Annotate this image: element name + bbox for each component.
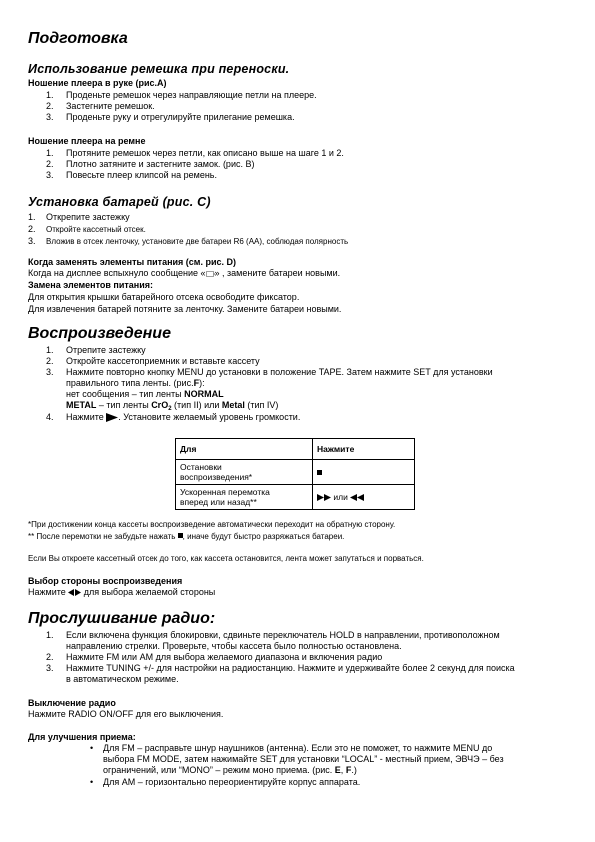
heading-strap: Использование ремешка при переноски. [28, 62, 290, 76]
list-item-continued: направлению стрелки. Проверьте, чтобы кассета было полностью остановлена. [66, 641, 402, 651]
list-number: 3. [46, 663, 54, 673]
list-item: Нажмите повторно кнопку MENU до установки в положение TAPE. Затем нажмите SET для установки [66, 367, 493, 377]
list-item: Повесьте плеер клипсой на ремень. [66, 170, 217, 180]
list-item: Вложив в отсек ленточку, установите две батареи R6 (AA), соблюдая полярность [46, 237, 349, 246]
stop-icon [317, 470, 322, 475]
list-number: 2. [46, 356, 54, 366]
list-item: Отрепите застежку [66, 345, 146, 355]
bullet-item-continued: ограничений, или “MONO” – режим моно приема. (рис. E, F.) [103, 765, 357, 775]
list-item: Если включена функция блокировки, сдвиньте переключатель HOLD в направлении, противоположном [66, 630, 500, 640]
list-item: Протяните ремешок через петли, как описано выше на шаге 1 и 2. [66, 148, 344, 158]
list-number: 2. [28, 224, 36, 234]
table-row [176, 460, 415, 485]
list-item: Нажмите TUNING +/- для настройки на радиостанцию. Нажмите и удерживайте более 2 секунд для поиска [66, 663, 515, 673]
warning-text: Если Вы откроете кассетный отсек до того, как кассета остановится, лента может запутаться и порваться. [28, 554, 424, 563]
list-number: 2. [46, 101, 54, 111]
footnote: *При достижении конца кассеты воспроизведение автоматически переходит на обратную сторону. [28, 520, 396, 529]
list-number: 3. [46, 367, 54, 377]
list-item: Нажмите FM или AM для выбора желаемого диапазона и включения радио [66, 652, 383, 662]
list-number: 1. [46, 148, 54, 158]
list-number: 2. [46, 159, 54, 169]
subheading-radio-off: Выключение радио [28, 698, 116, 708]
heading-preparation: Подготовка [28, 30, 128, 47]
table-header-cell: Нажмите [313, 439, 415, 460]
heading-radio: Прослушивание радио: [28, 610, 216, 627]
list-item-continued: правильного типа ленты. (рис.F): [66, 378, 205, 388]
rewind-icon [350, 494, 364, 501]
table-header-cell: Для [176, 439, 313, 460]
list-item: Плотно затяните и застегните замок. (рис. B) [66, 159, 255, 169]
bullet-item: Для АМ – горизонтально переориентируйте корпус аппарата. [103, 777, 361, 787]
table-cell: Ускоренная перемотка вперед или назад** [176, 485, 313, 510]
list-number: 4. [46, 412, 54, 422]
bullet-dot: • [90, 777, 94, 787]
battery-low-text: Когда на дисплее вспыхнуло сообщение « » , замените батареи новыми. [28, 268, 341, 278]
table-cell [313, 460, 415, 485]
side-select-icon [68, 589, 81, 596]
subheading-side: Выбор стороны воспроизведения [28, 576, 183, 586]
list-number: 2. [46, 652, 54, 662]
list-item: Открепите застежку [46, 212, 130, 222]
list-number: 3. [28, 236, 36, 246]
footnote: ** После перемотки не забудьте нажать , иначе будут быстро разряжаться батареи. [28, 532, 345, 541]
paragraph-line: Для открытия крышки батарейного отсека освободите фиксатор. [28, 292, 300, 302]
table-header-row [176, 439, 415, 460]
heading-playback: Воспроизведение [28, 325, 171, 342]
subheading-hand: Ношение плеера в руке (рис.A) [28, 78, 167, 88]
subheading-replace: Замена элементов питания: [28, 280, 153, 290]
paragraph-line: Для извлечения батарей потяните за ленточку. Замените батареи новыми. [28, 304, 342, 314]
list-item-continued: нет сообщения – тип ленты NORMAL [66, 389, 224, 399]
list-item: Проденьте ремешок через направляющие петли на плеере. [66, 90, 317, 100]
bullet-item-continued: выбора FM MODE, затем нажимайте SET для установки “LOCAL” - местный прием, ЭВЧЭ – без [103, 754, 504, 764]
table-row [176, 485, 415, 510]
bullet-item: Для FM – расправьте шнур наушников (антенна). Если это не поможет, то нажмите MENU до [103, 743, 493, 753]
list-number: 1. [28, 212, 36, 222]
battery-low-icon [206, 271, 215, 277]
list-item: Застегните ремешок. [66, 101, 155, 111]
list-number: 1. [46, 345, 54, 355]
list-item-continued: METAL – тип ленты CrO$_2$ (тип II) или Metal (тип IV) [66, 400, 279, 412]
heading-battery: Установка батарей (рис. C) [28, 195, 211, 209]
list-item-continued: в автоматическом режиме. [66, 674, 179, 684]
bullet-dot: • [90, 743, 94, 753]
fast-forward-icon [317, 494, 331, 501]
list-number: 3. [46, 170, 54, 180]
list-number: 3. [46, 112, 54, 122]
list-number: 1. [46, 630, 54, 640]
list-item: Нажмите . Установите желаемый уровень громкости. [66, 412, 301, 422]
list-item: Проденьте руку и отрегулируйте прилегание ремешка. [66, 112, 295, 122]
list-item: Откройте кассетный отсек. [46, 225, 146, 234]
paragraph-line: Нажмите для выбора желаемой стороны [28, 587, 216, 597]
table-cell: Остановки воспроизведения* [176, 460, 313, 485]
subheading-reception: Для улучшения приема: [28, 732, 136, 742]
controls-table [175, 438, 415, 510]
subheading-belt: Ношение плеера на ремне [28, 136, 146, 146]
play-icon [106, 413, 118, 422]
list-item: Откройте кассетоприемник и вставьте кассету [66, 356, 260, 366]
subheading-when-replace: Когда заменять элементы питания (см. рис. D) [28, 257, 236, 267]
list-number: 1. [46, 90, 54, 100]
paragraph-line: Нажмите RADIO ON/OFF для его выключения. [28, 709, 224, 719]
table-cell: или [313, 485, 415, 510]
